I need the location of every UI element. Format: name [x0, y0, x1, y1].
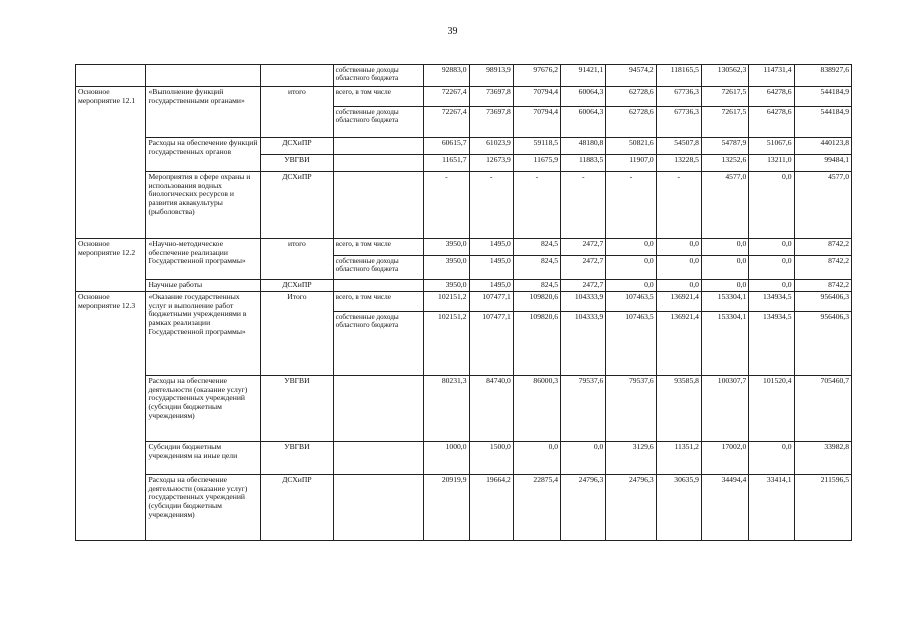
name-cell: Расходы на обеспечение деятельности (оказание услуг) государственных учреждений (субсидии бюджетным учреждениям) — [146, 376, 261, 442]
value-cell: 13211,0 — [749, 155, 794, 172]
value-cell: 19664,2 — [469, 475, 513, 541]
value-cell: 109820,6 — [513, 292, 560, 312]
value-cell: 0,0 — [656, 280, 701, 292]
total-cell: 33982,8 — [794, 442, 851, 475]
value-cell: 102151,2 — [424, 292, 469, 312]
value-cell: 72617,5 — [701, 107, 748, 138]
value-cell: 0,0 — [606, 239, 656, 256]
source-cell: собственные доходы областного бюджета — [333, 65, 424, 87]
executor-cell: итого — [261, 239, 333, 280]
value-cell: 64278,6 — [749, 107, 794, 138]
value-cell: 104333,9 — [561, 292, 606, 312]
value-cell: 101520,4 — [749, 376, 794, 442]
name-cell: «Выполнение функций государственными органами» — [146, 87, 261, 138]
value-cell: 136921,4 — [656, 292, 701, 312]
value-cell: 0,0 — [701, 256, 748, 280]
value-cell: 34494,4 — [701, 475, 748, 541]
value-cell: 12673,9 — [469, 155, 513, 172]
value-cell: 79537,6 — [561, 376, 606, 442]
value-cell: - — [656, 172, 701, 239]
total-cell: 705460,7 — [794, 376, 851, 442]
value-cell: 94574,2 — [606, 65, 656, 87]
value-cell: 64278,6 — [749, 87, 794, 107]
value-cell: 0,0 — [701, 239, 748, 256]
source-cell: собственные доходы областного бюджета — [333, 312, 424, 376]
measure-cell: Основное мероприятие 12.3 — [76, 292, 146, 541]
value-cell: - — [561, 172, 606, 239]
value-cell: 0,0 — [656, 256, 701, 280]
executor-cell: ДСХиПР — [261, 280, 333, 292]
table-row — [76, 376, 852, 442]
value-cell: 67736,3 — [656, 107, 701, 138]
executor-cell: УВГВИ — [261, 442, 333, 475]
value-cell: 93585,8 — [656, 376, 701, 442]
source-cell: всего, в том числе — [333, 239, 424, 256]
name-cell: «Научно-методическое обеспечение реализации Государственной программы» — [146, 239, 261, 280]
total-cell: 211596,5 — [794, 475, 851, 541]
name-cell: Расходы на обеспечение функций государственных органов — [146, 138, 261, 172]
table-row — [76, 65, 852, 87]
value-cell: 1495,0 — [469, 280, 513, 292]
executor-cell: Итого — [261, 292, 333, 376]
value-cell: 97676,2 — [513, 65, 560, 87]
value-cell: 109820,6 — [513, 312, 560, 376]
table-row — [76, 292, 852, 312]
value-cell: 1495,0 — [469, 239, 513, 256]
value-cell: 13252,6 — [701, 155, 748, 172]
value-cell: 61023,9 — [469, 138, 513, 155]
value-cell: 0,0 — [749, 256, 794, 280]
value-cell: 0,0 — [561, 442, 606, 475]
value-cell: 0,0 — [656, 239, 701, 256]
value-cell: 824,5 — [513, 256, 560, 280]
total-cell: 8742,2 — [794, 239, 851, 256]
executor-cell: ДСХиПР — [261, 172, 333, 239]
value-cell: 1500,0 — [469, 442, 513, 475]
value-cell: 11675,9 — [513, 155, 560, 172]
total-cell: 956406,3 — [794, 292, 851, 312]
value-cell: 134934,5 — [749, 292, 794, 312]
executor-cell — [261, 65, 333, 87]
value-cell: 0,0 — [606, 280, 656, 292]
value-cell: 60064,3 — [561, 107, 606, 138]
total-cell: 544184,9 — [794, 87, 851, 107]
value-cell: 0,0 — [606, 256, 656, 280]
value-cell: 51067,6 — [749, 138, 794, 155]
value-cell: 100307,7 — [701, 376, 748, 442]
value-cell: 107463,5 — [606, 312, 656, 376]
table-row — [76, 87, 852, 107]
name-cell: Субсидии бюджетным учреждениям на иные цели — [146, 442, 261, 475]
page-number: 39 — [447, 26, 458, 37]
value-cell: 48180,8 — [561, 138, 606, 155]
value-cell: 86000,3 — [513, 376, 560, 442]
value-cell: 54787,9 — [701, 138, 748, 155]
source-cell — [333, 138, 424, 155]
value-cell: 70794,4 — [513, 87, 560, 107]
value-cell: 1000,0 — [424, 442, 469, 475]
value-cell: 72267,4 — [424, 87, 469, 107]
value-cell: 91421,1 — [561, 65, 606, 87]
total-cell: 8742,2 — [794, 256, 851, 280]
value-cell: 60615,7 — [424, 138, 469, 155]
value-cell: 62728,6 — [606, 107, 656, 138]
value-cell: 3129,6 — [606, 442, 656, 475]
value-cell: 1495,0 — [469, 256, 513, 280]
table-row — [76, 475, 852, 541]
value-cell: 11651,7 — [424, 155, 469, 172]
value-cell: 2472,7 — [561, 280, 606, 292]
value-cell: 92883,0 — [424, 65, 469, 87]
value-cell: 118165,5 — [656, 65, 701, 87]
value-cell: 4577,0 — [701, 172, 748, 239]
source-cell — [333, 442, 424, 475]
value-cell: 72267,4 — [424, 107, 469, 138]
total-cell: 4577,0 — [794, 172, 851, 239]
source-cell — [333, 155, 424, 172]
value-cell: 824,5 — [513, 280, 560, 292]
table-row — [76, 172, 852, 239]
value-cell: 153304,1 — [701, 312, 748, 376]
total-cell: 838927,6 — [794, 65, 851, 87]
source-cell — [333, 475, 424, 541]
value-cell: 107463,5 — [606, 292, 656, 312]
measure-cell — [76, 65, 146, 87]
name-cell — [146, 65, 261, 87]
value-cell: 0,0 — [749, 442, 794, 475]
source-cell — [333, 280, 424, 292]
table-row — [76, 138, 852, 155]
name-cell: Мероприятия в сфере охраны и использования водных биологических ресурсов и развития аквакультуры (рыболовства) — [146, 172, 261, 239]
value-cell: 0,0 — [513, 442, 560, 475]
value-cell: 824,5 — [513, 239, 560, 256]
value-cell: 17002,0 — [701, 442, 748, 475]
executor-cell: итого — [261, 87, 333, 138]
value-cell: 84740,0 — [469, 376, 513, 442]
value-cell: 0,0 — [749, 280, 794, 292]
value-cell: 73697,8 — [469, 87, 513, 107]
value-cell: 0,0 — [749, 239, 794, 256]
name-cell: Научные работы — [146, 280, 261, 292]
value-cell: 80231,3 — [424, 376, 469, 442]
value-cell: 24796,3 — [606, 475, 656, 541]
source-cell — [333, 172, 424, 239]
value-cell: 107477,1 — [469, 312, 513, 376]
value-cell: 130562,3 — [701, 65, 748, 87]
total-cell: 544184,9 — [794, 107, 851, 138]
source-cell: собственные доходы областного бюджета — [333, 256, 424, 280]
total-cell: 440123,8 — [794, 138, 851, 155]
executor-cell: УВГВИ — [261, 376, 333, 442]
value-cell: 54507,8 — [656, 138, 701, 155]
value-cell: 11907,0 — [606, 155, 656, 172]
value-cell: 136921,4 — [656, 312, 701, 376]
value-cell: - — [424, 172, 469, 239]
value-cell: 33414,1 — [749, 475, 794, 541]
value-cell: 3950,0 — [424, 280, 469, 292]
value-cell: 22875,4 — [513, 475, 560, 541]
value-cell: 3950,0 — [424, 239, 469, 256]
value-cell: 114731,4 — [749, 65, 794, 87]
budget-table — [75, 64, 852, 541]
value-cell: 153304,1 — [701, 292, 748, 312]
value-cell: 79537,6 — [606, 376, 656, 442]
executor-cell: ДСХиПР — [261, 138, 333, 155]
table-row — [76, 239, 852, 256]
total-cell: 956406,3 — [794, 312, 851, 376]
value-cell: 70794,4 — [513, 107, 560, 138]
value-cell: 104333,9 — [561, 312, 606, 376]
value-cell: 73697,8 — [469, 107, 513, 138]
value-cell: 13228,5 — [656, 155, 701, 172]
value-cell: 50821,6 — [606, 138, 656, 155]
value-cell: 59118,5 — [513, 138, 560, 155]
value-cell: 11351,2 — [656, 442, 701, 475]
value-cell: - — [513, 172, 560, 239]
value-cell: 102151,2 — [424, 312, 469, 376]
measure-cell: Основное мероприятие 12.1 — [76, 87, 146, 239]
value-cell: 98913,9 — [469, 65, 513, 87]
value-cell: 2472,7 — [561, 256, 606, 280]
name-cell: «Оказание государственных услуг и выполнение работ бюджетными учреждениями в рамках реализации Государственной программы» — [146, 292, 261, 376]
value-cell: 24796,3 — [561, 475, 606, 541]
value-cell: 0,0 — [749, 172, 794, 239]
value-cell: 0,0 — [701, 280, 748, 292]
source-cell: всего, в том числе — [333, 87, 424, 107]
source-cell: всего, в том числе — [333, 292, 424, 312]
table-row — [76, 280, 852, 292]
value-cell: 72617,5 — [701, 87, 748, 107]
value-cell: 62728,6 — [606, 87, 656, 107]
name-cell: Расходы на обеспечение деятельности (оказание услуг) государственных учреждений (субсидии бюджетным учреждениям) — [146, 475, 261, 541]
value-cell: 107477,1 — [469, 292, 513, 312]
value-cell: 2472,7 — [561, 239, 606, 256]
value-cell: 3950,0 — [424, 256, 469, 280]
table-row — [76, 442, 852, 475]
source-cell — [333, 376, 424, 442]
value-cell: 20919,9 — [424, 475, 469, 541]
source-cell: собственные доходы областного бюджета — [333, 107, 424, 138]
total-cell: 99484,1 — [794, 155, 851, 172]
value-cell: 11883,5 — [561, 155, 606, 172]
value-cell: 67736,3 — [656, 87, 701, 107]
value-cell: 60064,3 — [561, 87, 606, 107]
value-cell: 134934,5 — [749, 312, 794, 376]
measure-cell: Основное мероприятие 12.2 — [76, 239, 146, 292]
value-cell: 30635,9 — [656, 475, 701, 541]
executor-cell: УВГВИ — [261, 155, 333, 172]
executor-cell: ДСХиПР — [261, 475, 333, 541]
value-cell: - — [606, 172, 656, 239]
value-cell: - — [469, 172, 513, 239]
total-cell: 8742,2 — [794, 280, 851, 292]
